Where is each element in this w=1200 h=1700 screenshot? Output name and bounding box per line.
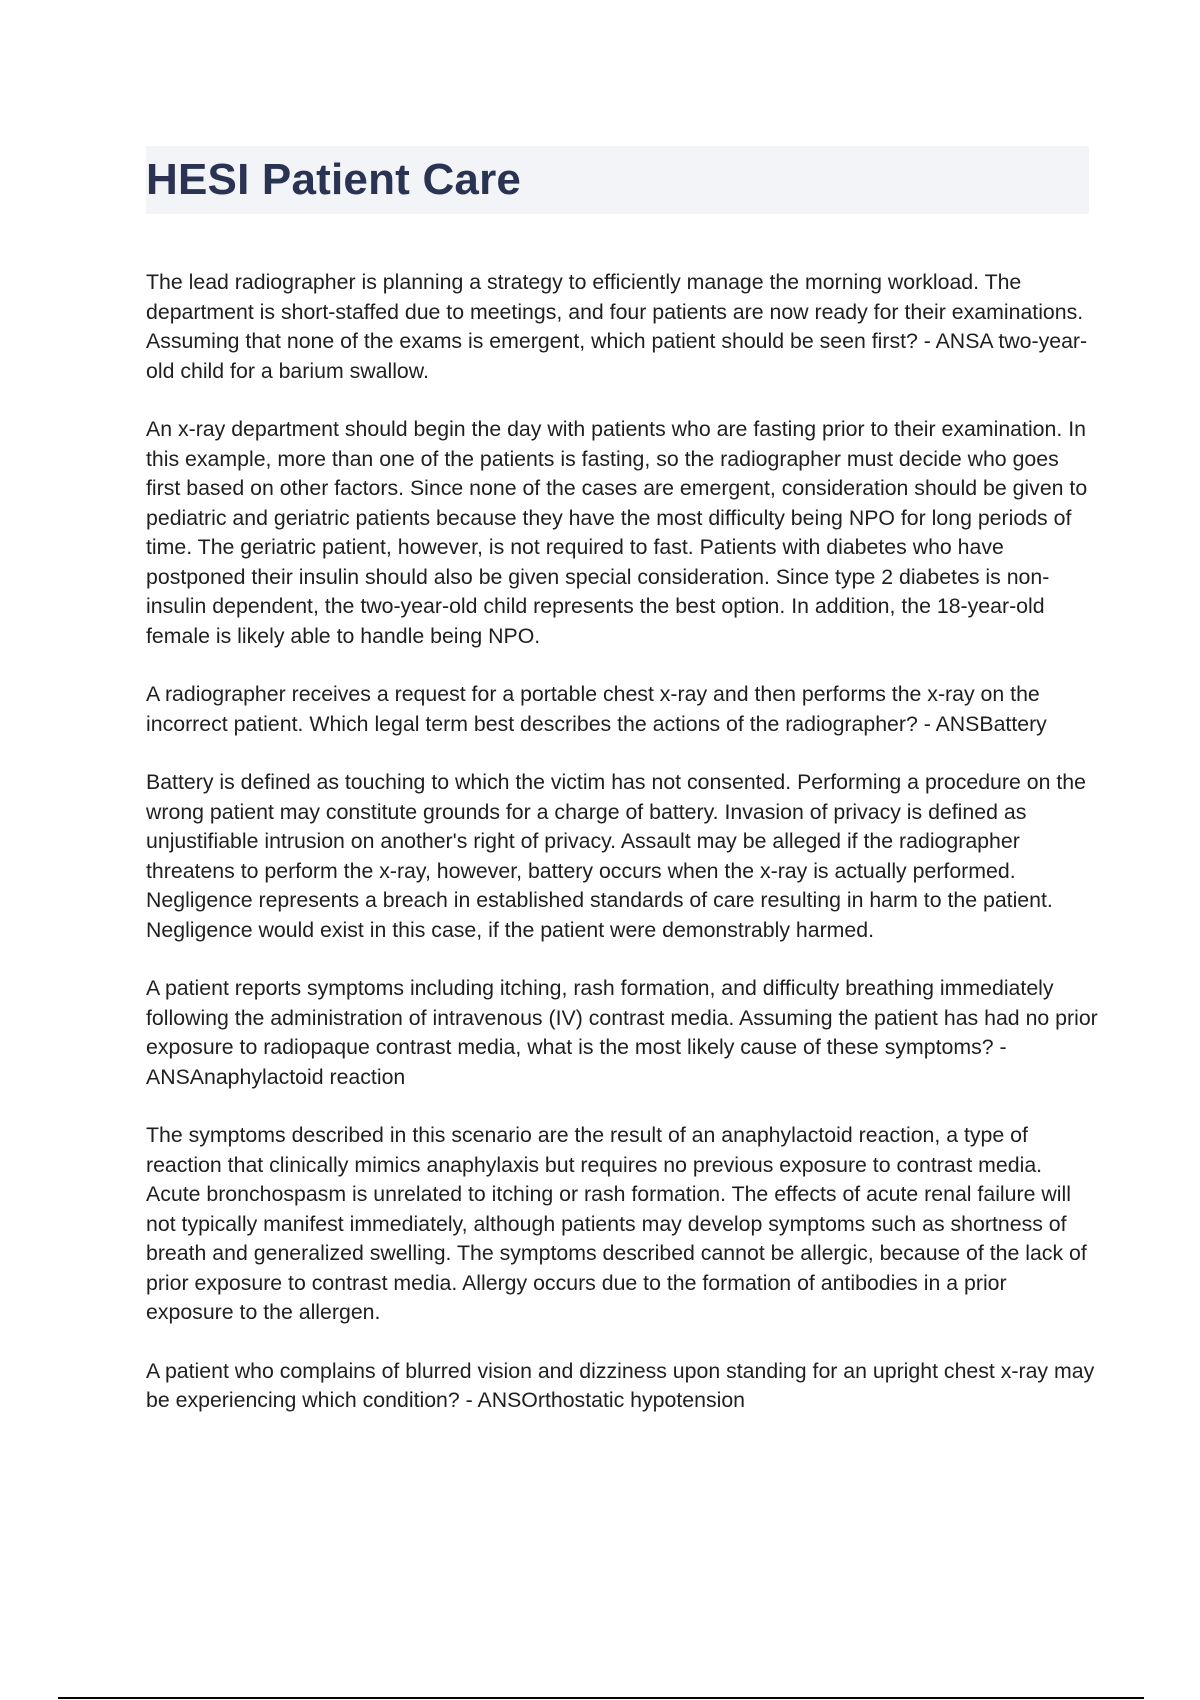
explanation-paragraph-2: Battery is defined as touching to which the victim has not consented. Performing a procedure on the wrong patient may constitute grounds for a charge of battery. Invasion of privacy is defined as unjustifiable intrusion on another's right of privacy. Assault may be alleged if the radiographer threatens to perform the x-ray, however, battery occurs when the x-ray is actually performed. Negligence represents a breach in established standards of care resulting in harm to the patient. Negligence would exist in this case, if the patient were demonstrably harmed.: [146, 770, 1086, 942]
page-title: HESI Patient Care: [146, 155, 522, 204]
bottom-divider: [58, 1697, 1144, 1699]
explanation-paragraph-1: An x-ray department should begin the day with patients who are fasting prior to their examination. In this example, more than one of the patients is fasting, so the radiographer must decide who goes first based on other factors. Since none of the cases are emergent, consideration should be given to pediatric and geriatric patients because they have the most difficulty being NPO for long periods of time. The geriatric patient, however, is not required to fast. Patients with diabetes who have postponed their insulin should also be given special consideration. Since type 2 diabetes is non-insulin dependent, the two-year-old child represents the best option. In addition, the 18-year-old female is likely able to handle being NPO.: [146, 417, 1088, 648]
explanation-paragraph-3: The symptoms described in this scenario are the result of an anaphylactoid reaction, a type of reaction that clinically mimics anaphylaxis but requires no previous exposure to contrast media. Acute bronchospasm is unrelated to itching or rash formation. The effects of acute renal failure will not typically manifest immediately, although patients may develop symptoms such as shortness of breath and generalized swelling. The symptoms described cannot be allergic, because of the lack of prior exposure to contrast media. Allergy occurs due to the formation of antibodies in a prior exposure to the allergen.: [146, 1123, 1087, 1324]
question-paragraph-2: A radiographer receives a request for a portable chest x-ray and then performs the x-ray on the incorrect patient. Which legal term best describes the actions of the radiographer? - ANSBattery: [146, 682, 1047, 736]
document-body: [146, 268, 1098, 1445]
question-paragraph-1: The lead radiographer is planning a strategy to efficiently manage the morning workload. The department is short-staffed due to meetings, and four patients are now ready for their examinations. Assuming that none of the exams is emergent, which patient should be seen first? - ANSA two-year-old child for a barium swallow.: [146, 270, 1088, 383]
question-paragraph-3: A patient reports symptoms including itching, rash formation, and difficulty breathing immediately following the administration of intravenous (IV) contrast media. Assuming the patient has had no prior exposure to radiopaque contrast media, what is the most likely cause of these symptoms? - ANSAnaphylactoid reaction: [146, 976, 1098, 1089]
question-paragraph-4: A patient who complains of blurred vision and dizziness upon standing for an upright chest x-ray may be experiencing which condition? - ANSOrthostatic hypotension: [146, 1358, 1095, 1412]
